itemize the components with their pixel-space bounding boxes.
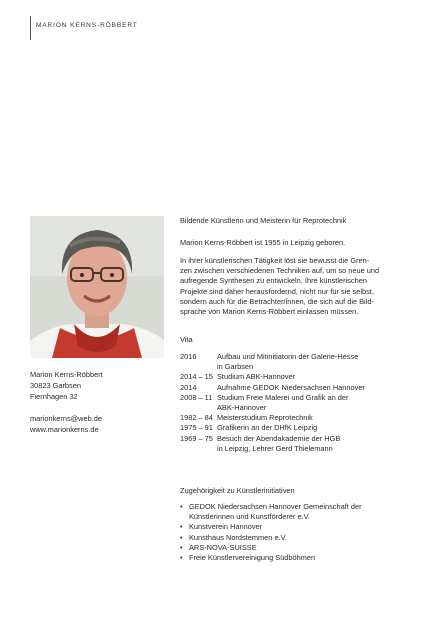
vita-entry	[180, 423, 400, 433]
intro-title: Bildende Künstlerin und Meisterin für Reprotechnik	[180, 216, 347, 225]
list-item-text: • ARS-NOVA-SUISSE	[189, 542, 257, 552]
vita-year: 1975 – 91	[180, 423, 213, 433]
contact-name: Marion Kerns-Röbbert	[30, 370, 103, 379]
vita-description: Aufbau und Mitinitiatorin der Galerie-Hesse	[217, 352, 359, 361]
intro-line: Projekte sind daher herausfordernd, nicht nur für sie selbst,	[180, 286, 374, 296]
vita-year: 1982 – 84	[180, 413, 213, 423]
vita-year: 2008 – 11	[180, 392, 213, 402]
vita-description: Besuch der Abendakademie der HGB	[217, 433, 341, 443]
vita-entry	[180, 413, 400, 423]
list-item-text: • Kunstverein Hannover	[189, 522, 263, 532]
vita-description: Grafikerin an der DHfK Leipzig	[217, 423, 318, 433]
artist-portrait	[30, 216, 164, 358]
intro-line: zen zwischen verschiedenen Techniken auf, um so neue und	[180, 266, 380, 276]
intro-born: Marion Kerns-Röbbert ist 1955 in Leipzig geboren.	[180, 238, 346, 247]
list-item	[180, 553, 400, 563]
list-item	[180, 502, 400, 522]
vita-entry	[180, 372, 400, 382]
associations-heading: Zugehörigkeit zu Künstlerinitiativen	[180, 486, 295, 495]
list-item-text: • Freie Künstlervereinigung Südböhmen	[189, 553, 316, 563]
intro-line: sondern auch für die Betrachter/innen, die sich auf die Bild-	[180, 296, 374, 306]
vita-description: Aufnahme GEDOK Niedersachsen Hannover	[217, 382, 365, 392]
header-divider	[30, 16, 31, 40]
list-item-text: • Kunsthaus Nordstemmen e.V.	[189, 532, 287, 542]
vita-description: in Garbsen	[217, 362, 254, 372]
vita-entry	[180, 352, 400, 372]
contact-city: 30823 Garbsen	[30, 381, 81, 390]
contact-website-link[interactable]: www.marionkerns.de	[30, 425, 99, 434]
vita-entry	[180, 393, 400, 413]
intro-line: aufregende Synthesen zu entwickeln. Ihre künstlerischen	[180, 276, 367, 286]
vita-description: Studium Freie Malerei und Grafik an der	[217, 392, 349, 402]
intro-paragraph	[180, 256, 400, 317]
contact-email-link[interactable]: marionkerns@web.de	[30, 414, 102, 423]
vita-description: ABK-Hannover	[217, 403, 267, 413]
vita-year: 2014	[180, 382, 197, 392]
vita-description: Meisterstudium Reprotechnik	[217, 413, 313, 423]
vita-year: 2016	[180, 352, 197, 361]
associations-list	[180, 502, 400, 563]
vita-heading: Vita	[180, 335, 193, 344]
vita-year: 2014 – 15	[180, 372, 213, 382]
list-item	[180, 522, 400, 532]
list-item-text: Künstlerinnen und Kunstförderer e.V.	[189, 512, 310, 522]
intro-line: sprache von Marion Kerns-Röbbert einlassen müssen.	[180, 307, 359, 317]
vita-entry	[180, 383, 400, 393]
contact-block	[30, 369, 103, 435]
vita-entry	[180, 434, 400, 454]
vita-description: Studium ABK-Hannover	[217, 372, 296, 382]
vita-year: 1969 – 75	[180, 433, 213, 443]
list-item	[180, 543, 400, 553]
intro-line: In ihrer künstlerischen Tätigkeit löst sie bewusst die Gren-	[180, 256, 370, 265]
contact-street: Fiernhagen 32	[30, 392, 78, 401]
vita-description: in Leipzig, Lehrer Gerd Thielemann	[217, 443, 333, 453]
list-item	[180, 533, 400, 543]
vita-list	[180, 352, 400, 454]
header-artist-name: MARION KERNS-RÖBBERT	[36, 22, 138, 29]
list-item-text: • GEDOK Niedersachsen Hannover Gemeinschaft der	[189, 502, 362, 511]
